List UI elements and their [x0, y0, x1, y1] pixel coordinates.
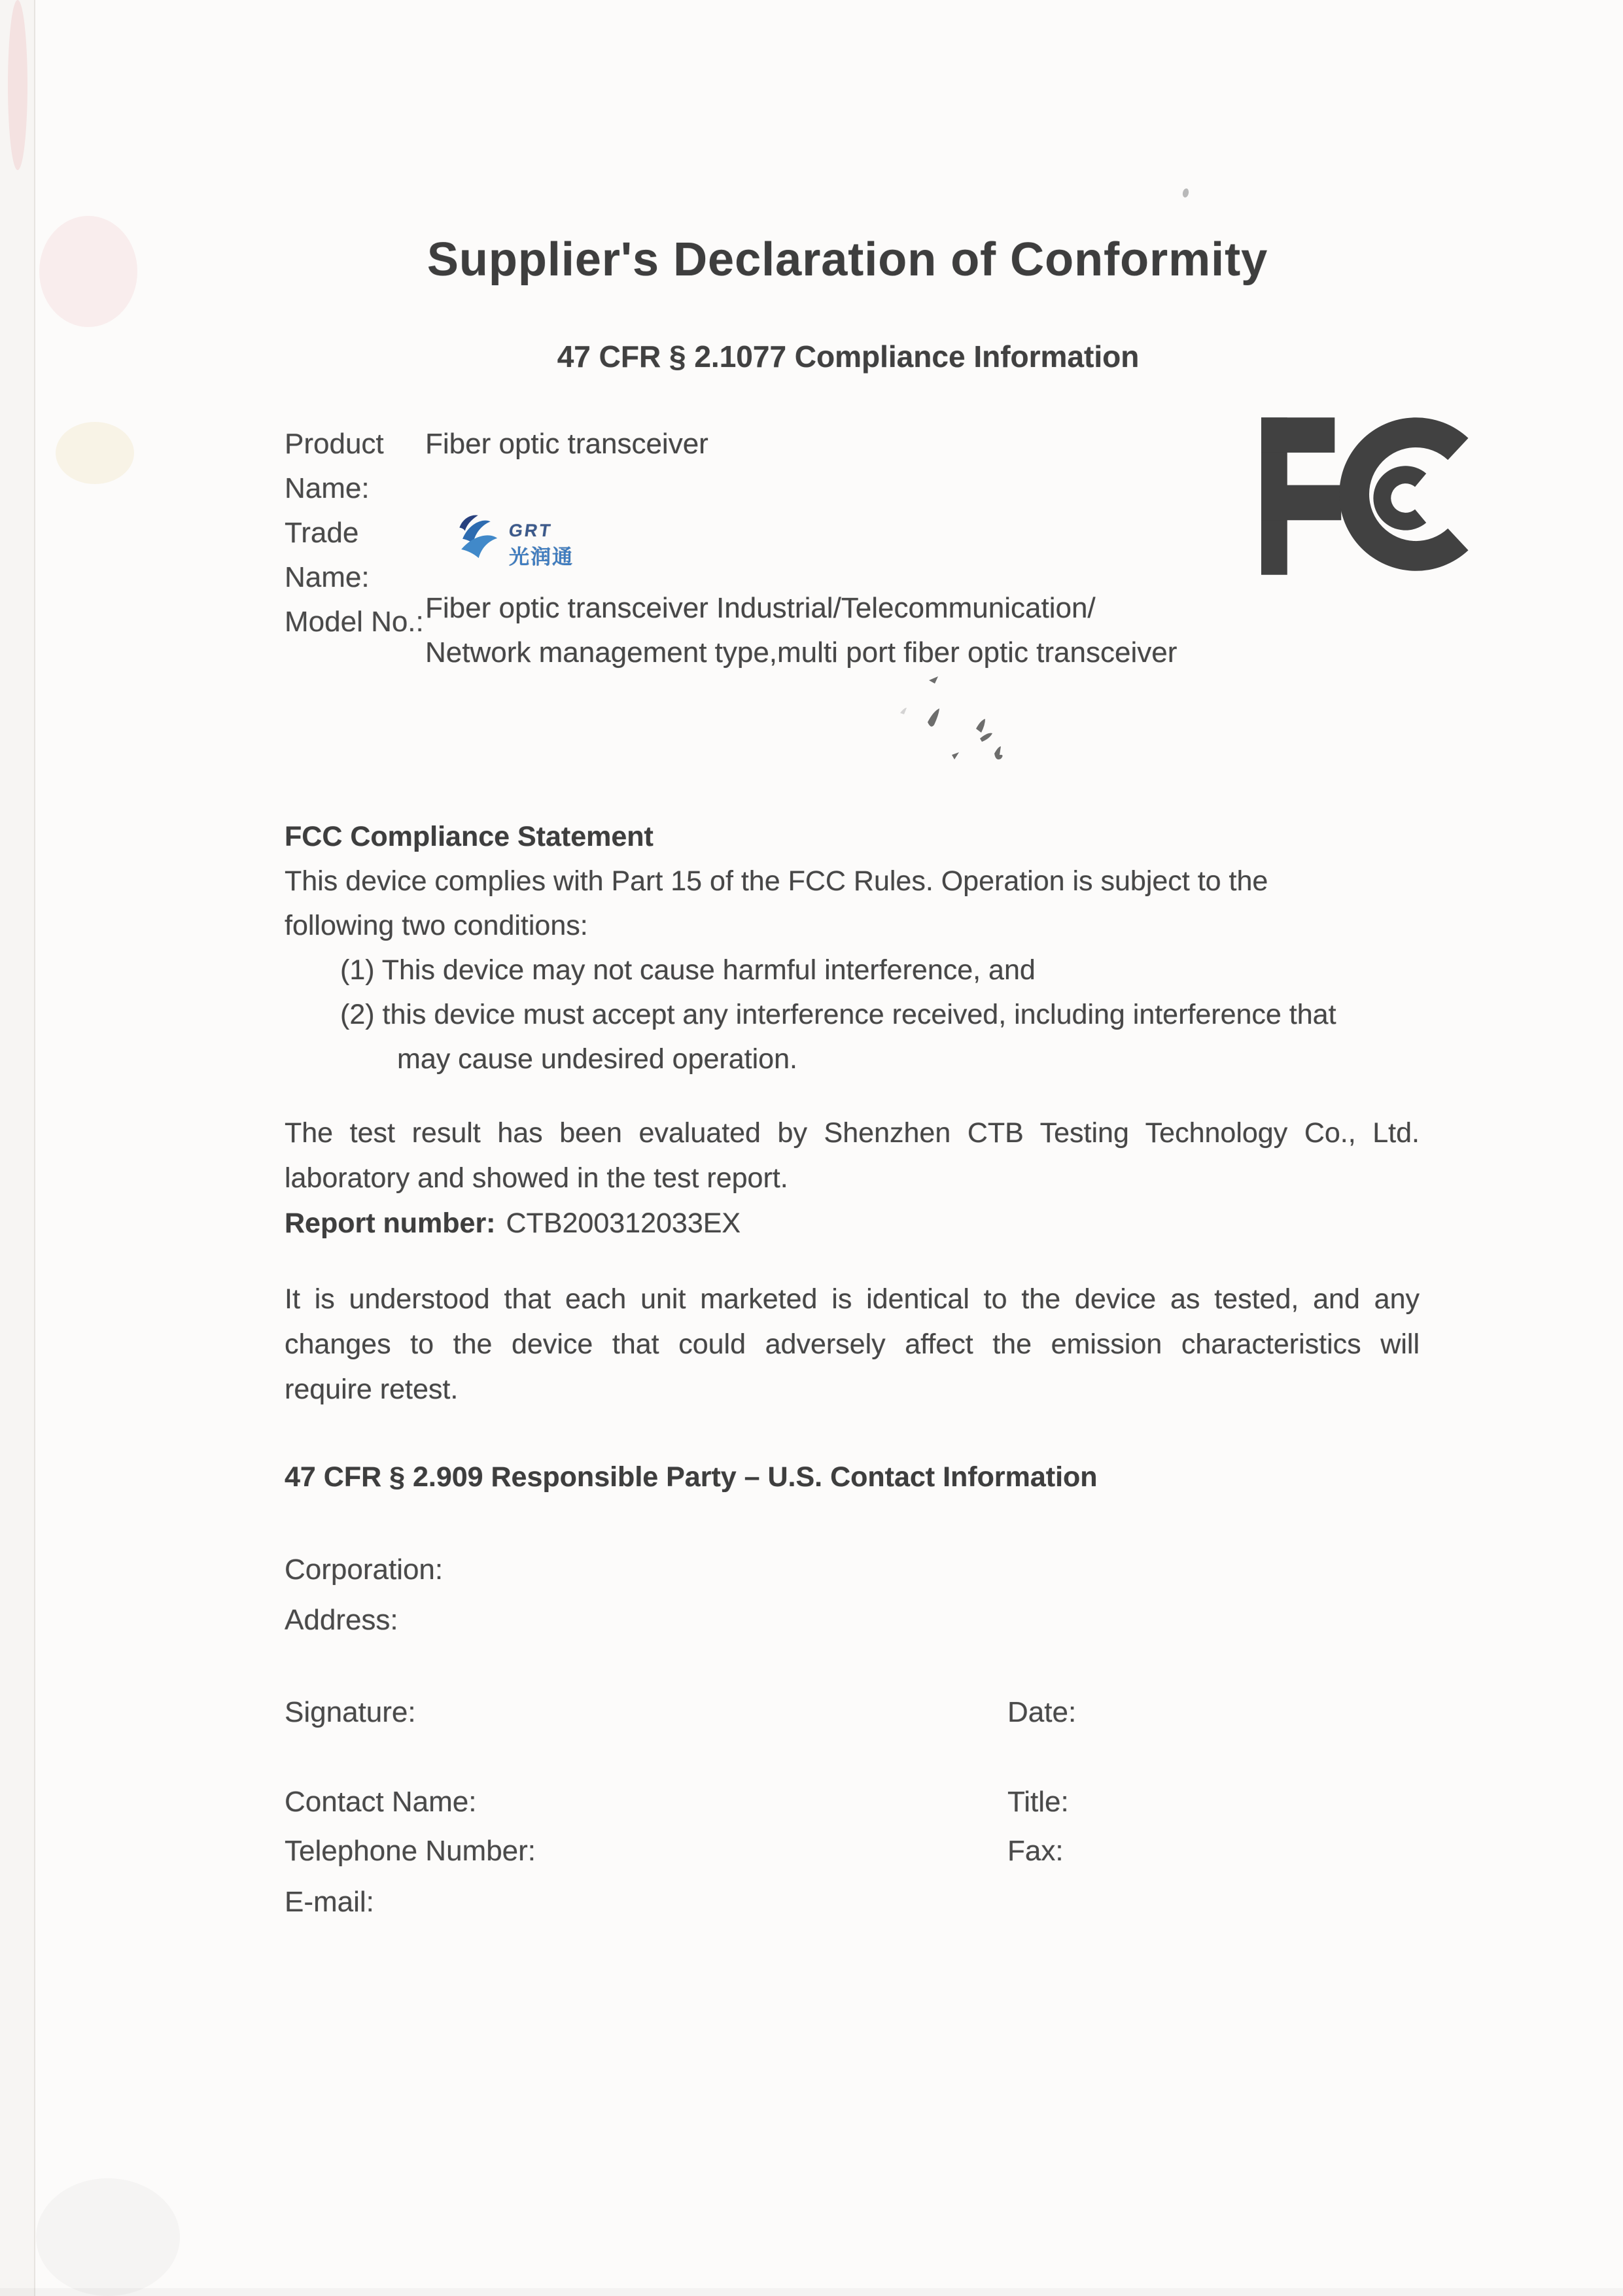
corporation-label: Corporation:: [285, 1554, 444, 1586]
retest-section: [285, 1277, 1420, 1412]
fcc-compliance-section: [285, 814, 1420, 1081]
telephone-label: Telephone Number:: [285, 1835, 536, 1867]
scan-smudge: [56, 422, 134, 484]
product-name-value: Fiber optic transceiver: [425, 428, 708, 460]
fcc-compliance-heading: FCC Compliance Statement: [285, 821, 654, 852]
model-no-value-line: Network management type,multi port fiber optic transceiver: [425, 636, 1178, 669]
ink-speck: [1182, 188, 1190, 198]
trade-name-label: Trade Name:: [285, 517, 370, 593]
evaluation-section: [285, 1111, 1420, 1246]
condition-item-continuation: may cause undesired operation.: [397, 1043, 797, 1075]
page-subtitle: 47 CFR § 2.1077 Compliance Information: [557, 339, 1140, 374]
evaluation-line: The test result has been evaluated by Shenzhen CTB Testing Technology Co., Ltd.: [285, 1117, 1420, 1149]
address-label: Address:: [285, 1604, 398, 1636]
condition-item: (1) This device may not cause harmful interference, and: [340, 954, 1036, 986]
evaluation-line: laboratory and showed in the test report.: [285, 1162, 788, 1194]
brand-name-chinese: 光润通: [509, 546, 574, 568]
email-label: E-mail:: [285, 1886, 374, 1918]
fcc-mark-icon: [1261, 417, 1469, 575]
brand-logo: [450, 512, 620, 583]
report-number-label: Report number:: [285, 1208, 496, 1239]
title-label: Title:: [1007, 1786, 1069, 1818]
fax-label: Fax:: [1007, 1835, 1064, 1867]
compliance-line: following two conditions:: [285, 910, 588, 941]
retest-line: It is understood that each unit marketed is identical to the device as tested, and any: [285, 1283, 1420, 1315]
signature-label: Signature:: [285, 1696, 416, 1728]
responsible-party-heading: 47 CFR § 2.909 Responsible Party – U.S. Contact Information: [285, 1461, 1098, 1493]
scan-smudge: [8, 0, 27, 170]
model-no-value-line: Fiber optic transceiver Industrial/Telecommunication/: [425, 592, 1096, 624]
report-number-row: [285, 1201, 1420, 1246]
contact-name-label: Contact Name:: [285, 1786, 477, 1818]
condition-item: (2) this device must accept any interference received, including interference that: [340, 999, 1336, 1030]
scan-smudge: [36, 2178, 180, 2296]
grt-logo-icon: [450, 513, 501, 560]
ink-speck-marks: [890, 674, 1021, 772]
report-number-value: CTB200312033EX: [506, 1208, 741, 1239]
compliance-line: This device complies with Part 15 of the FCC Rules. Operation is subject to the: [285, 865, 1268, 897]
page-title: Supplier's Declaration of Conformity: [427, 234, 1268, 286]
model-no-label: Model No.:: [285, 606, 424, 638]
brand-name: GRT: [507, 521, 554, 540]
retest-line: require retest.: [285, 1374, 459, 1405]
retest-line: changes to the device that could adversely affect the emission characteristics will: [285, 1329, 1420, 1360]
scan-smudge: [0, 2288, 1623, 2296]
date-label: Date:: [1007, 1696, 1077, 1728]
product-name-label: Product Name:: [285, 428, 384, 504]
